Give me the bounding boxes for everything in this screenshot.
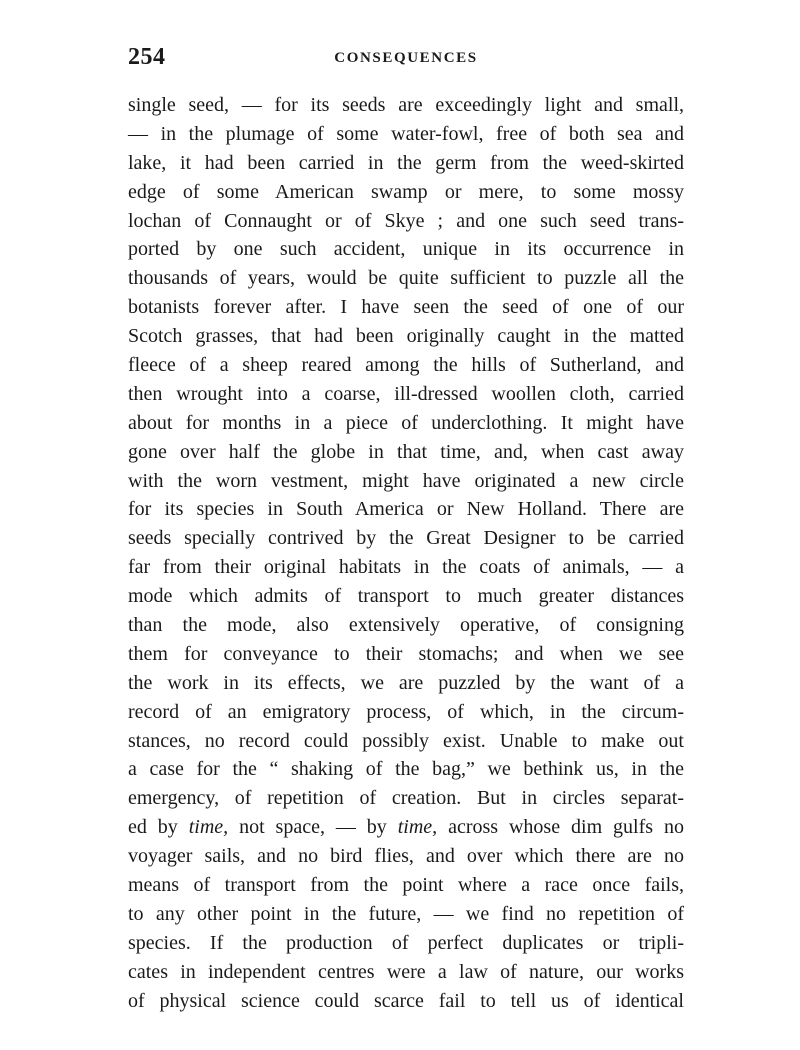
text-line: stances, no record could possibly exist. Unable to make out (128, 729, 684, 752)
text-line: Scotch grasses, that had been originally caught in the matted (128, 325, 684, 348)
running-title: CONSEQUENCES (334, 50, 478, 66)
text-line: means of transport from the point where a race once fails, (128, 874, 684, 897)
text-line: then wrought into a coarse, ill-dressed woollen cloth, carried (128, 382, 684, 405)
text-line: seeds specially contrived by the Great Designer to be carried (128, 527, 684, 550)
text-segment: not space, — by (228, 816, 398, 839)
text-line: far from their original habitats in the coats of animals, — a (128, 556, 684, 579)
text-line: gone over half the globe in that time, and, when cast away (128, 440, 684, 463)
text-line: record of an emigratory process, of which, in the circum- (128, 700, 684, 723)
text-line: species. If the production of perfect duplicates or tripli- (128, 931, 684, 954)
text-line: than the mode, also extensively operative, of consigning (128, 614, 684, 637)
text-line: single seed, — for its seeds are exceedingly light and small, (128, 94, 684, 116)
text-line: botanists forever after. I have seen the seed of one of our (128, 296, 684, 319)
text-line: to any other point in the future, — we find no repetition of (128, 902, 684, 925)
text-line: the work in its effects, we are puzzled by the want of a (128, 671, 684, 694)
text-line: thousands of years, would be quite sufficient to puzzle all the (128, 267, 684, 290)
text-line: — in the plumage of some water-fowl, free of both sea and (128, 122, 684, 145)
text-line: ported by one such accident, unique in its occurrence in (128, 238, 684, 261)
text-segment: across whose dim gulfs no (437, 816, 684, 839)
italic-word: time, (188, 816, 229, 839)
page-number: 254 (128, 44, 166, 70)
text-line: cates in independent centres were a law of nature, our works (128, 960, 684, 983)
text-line: fleece of a sheep reared among the hills of Sutherland, and (128, 354, 684, 377)
body-text (128, 91, 684, 1016)
text-line: for its species in South America or New Holland. There are (128, 498, 684, 521)
text-line: lochan of Connaught or of Skye ; and one such seed trans- (128, 209, 684, 232)
text-line: a case for the “ shaking of the bag,” we bethink us, in the (128, 758, 684, 781)
text-segment: ed by (128, 816, 189, 839)
text-line: about for months in a piece of underclothing. It might have (128, 411, 684, 434)
text-line: edge of some American swamp or mere, to some mossy (128, 180, 684, 203)
text-line: of physical science could scarce fail to tell us of identical (128, 989, 684, 1012)
text-line: emergency, of repetition of creation. But in circles separat- (128, 787, 684, 810)
text-line: with the worn vestment, might have originated a new circle (128, 469, 684, 492)
text-line: mode which admits of transport to much greater distances (128, 585, 684, 608)
text-line: lake, it had been carried in the germ from the weed-skirted (128, 151, 684, 174)
text-line-with-italics (128, 813, 684, 842)
text-line: them for conveyance to their stomachs; and when we see (128, 642, 684, 665)
text-line: voyager sails, and no bird flies, and over which there are no (128, 845, 684, 868)
running-head (128, 40, 684, 74)
italic-word: time, (397, 816, 438, 839)
